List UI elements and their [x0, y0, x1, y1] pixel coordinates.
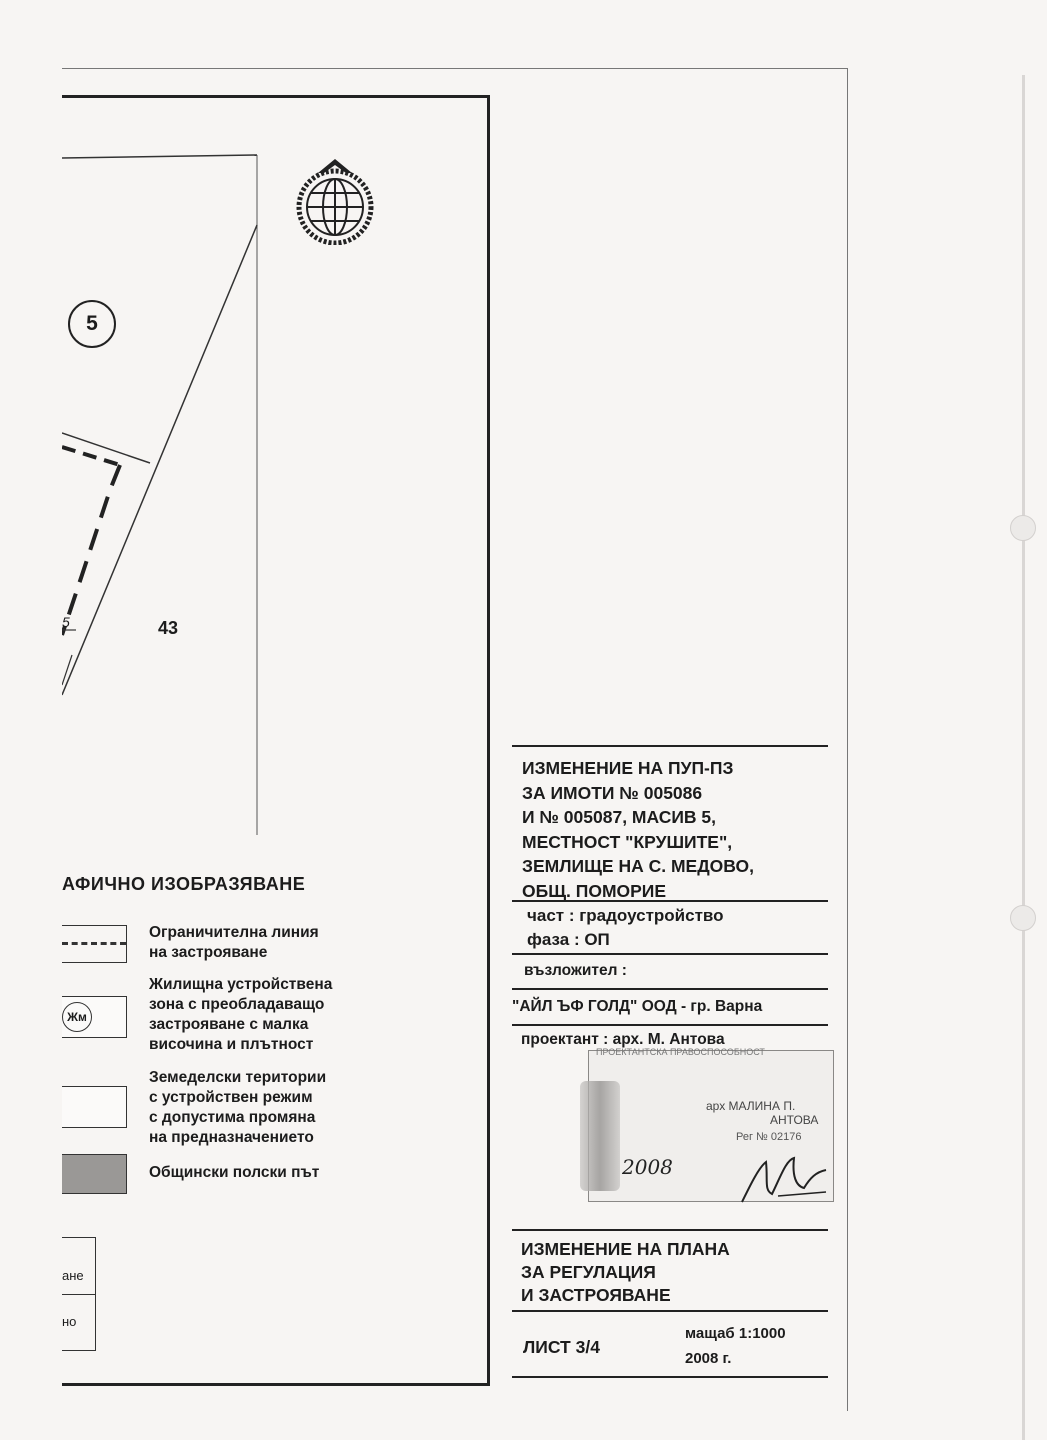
title-block-rule [512, 988, 828, 990]
year-label: 2008 г. [685, 1350, 732, 1367]
title-block-rule [512, 1376, 828, 1378]
globe-logo-icon [292, 155, 378, 245]
legend-item-building-line [149, 923, 319, 963]
partial-table-divider [62, 1294, 95, 1295]
project-title-line: МЕСТНОСТ "КРУШИТЕ", [522, 831, 733, 852]
stamp-reg: Рег № 02176 [736, 1131, 802, 1143]
stamp-seal-icon [580, 1081, 620, 1191]
part-label: част : градоустройство [527, 906, 724, 925]
project-title-line: ОБЩ. ПОМОРИЕ [522, 880, 667, 901]
drawing-title-line: ЗА РЕГУЛАЦИЯ [521, 1262, 656, 1282]
legend-text-line: зона с преобладаващо [149, 996, 325, 1013]
stamp-name: арх МАЛИНА П. [706, 1099, 796, 1113]
legend-text-line: Земеделски територии [149, 1069, 327, 1086]
zone-symbol: Жм [62, 1002, 92, 1032]
project-title-line: И № 005087, МАСИВ 5, [522, 807, 717, 827]
legend-title: АФИЧНО ИЗОБРАЗЯВАНЕ [62, 874, 306, 894]
project-title-line: ИЗМЕНЕНИЕ НА ПУП-ПЗ [522, 758, 734, 778]
legend-text-line: на предназначението [149, 1129, 314, 1146]
map-drawing [62, 95, 492, 835]
legend-text-line: височина и плътност [149, 1036, 314, 1053]
legend-text-line: Ограничителна линия [149, 924, 319, 941]
plot-number: 5 [86, 312, 98, 335]
punch-hole [1010, 905, 1036, 931]
drawing-title-line: ИЗМЕНЕНИЕ НА ПЛАНА [521, 1239, 730, 1259]
plot-number-small: 5 [62, 614, 70, 630]
paper-edge [1022, 75, 1025, 1440]
legend-item-agricultural [149, 1068, 326, 1148]
parcel-boundary [62, 433, 150, 463]
legend-text-line: на застрояване [149, 944, 268, 961]
legend-item-field-road [149, 1163, 319, 1183]
legend-text-line: с допустима промяна [149, 1109, 316, 1126]
building-line [62, 465, 120, 635]
title-block-rule [512, 745, 828, 747]
legend-text-line: застрояване с малка [149, 1016, 309, 1033]
parcel-boundary [62, 655, 72, 685]
legend-text-line: с устройствен режим [149, 1089, 313, 1106]
partial-label: ане [62, 1268, 84, 1283]
title-block-rule [512, 1024, 828, 1026]
phase-label: фаза : ОП [527, 930, 610, 949]
project-title-line: ЗЕМЛИЩЕ НА С. МЕДОВО, [522, 856, 754, 876]
punch-hole [1010, 515, 1036, 541]
signature-icon [738, 1150, 830, 1210]
scale-label: мащаб 1:1000 [685, 1325, 786, 1342]
legend-swatch-residential-zone [62, 996, 127, 1038]
map-line [62, 155, 257, 158]
drawing-title [521, 1238, 730, 1307]
drawing-title-line: И ЗАСТРОЯВАНЕ [521, 1285, 671, 1305]
legend-item-residential-zone [149, 975, 332, 1055]
title-block-rule [512, 900, 828, 902]
legend-text-line: Общински полски път [149, 1164, 320, 1181]
legend-swatch-building-line [62, 925, 127, 963]
handwritten-year: 2008 [622, 1155, 673, 1179]
title-block-rule [512, 953, 828, 955]
legend-text-line: Жилищна устройствена [149, 976, 333, 993]
legend-swatch-field-road [62, 1154, 127, 1194]
stamp-name: АНТОВА [770, 1113, 819, 1127]
project-title-line: ЗА ИМОТИ № 005086 [522, 782, 703, 803]
legend-swatch-agricultural [62, 1086, 127, 1128]
stamp-header: ПРОЕКТАНТСКА ПРАВОСПОСОБНОСТ [596, 1047, 765, 1057]
sheet-number: ЛИСТ 3/4 [523, 1337, 600, 1357]
partial-label: но [62, 1314, 77, 1329]
title-block-rule [512, 1310, 828, 1312]
plot-number-circle [68, 300, 116, 348]
project-title [522, 756, 754, 903]
title-block-rule [512, 1229, 828, 1231]
plot-number-43: 43 [158, 618, 179, 638]
designer-label: проектант : арх. М. Антова [521, 1031, 725, 1048]
client-label: възложител : [524, 962, 627, 979]
client-name: "АЙЛ ЪФ ГОЛД" ООД - гр. Варна [512, 998, 763, 1015]
